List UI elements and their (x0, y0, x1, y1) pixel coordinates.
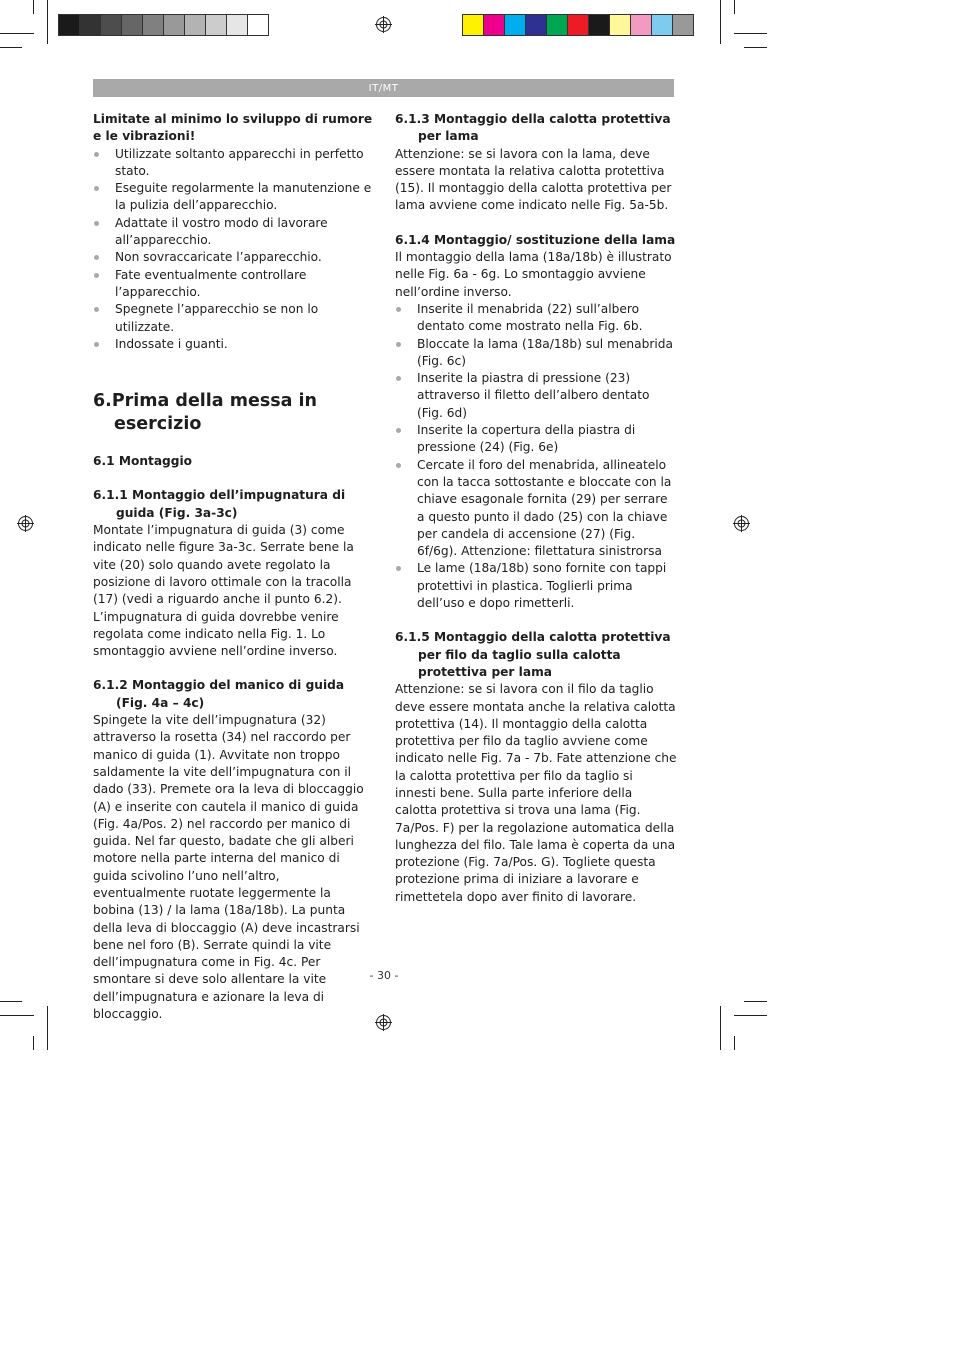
language-code: IT/MT (368, 82, 399, 94)
color-swatch (58, 14, 80, 36)
intro-heading-line-2: e le vibrazioni! (93, 129, 196, 144)
paragraph-6-1-2: Spingete la vite dell’impugnatura (32) attraverso la rosetta (34) nel raccordo per manico di guida (1). Avvitate non troppo saldamente la vite dell’impugnatura con il dado (33). Premete ora la leva di bloccaggio (A) e inserite con cautela il manico di guida (Fig. 4a/Pos. 2) nel raccordo per manico di guida. Nel far questo, badate che gli alberi motore nella parte interna del manico di guida scivolino l’uno nell’altro, eventualmente ruotate leggermente la bobina (13) / la lama (18a/18b). La punta della leva di bloccaggio (A) deve incastrarsi bene nel foro (B). Serrate quindi la vite dell’impugnatura come in Fig. 4c. Per smontare si deve solo allentare la vite dell’impugnatura e azionare la leva di bloccaggio. (93, 713, 364, 1022)
color-swatch-strip (462, 14, 693, 36)
list-item: Utilizzate soltanto apparecchi in perfetto stato. (93, 146, 375, 181)
section-title: 6.Prima della messa in esercizio (93, 391, 318, 435)
crop-mark (0, 1015, 34, 1016)
crop-mark (744, 47, 767, 48)
list-item: Cercate il foro del menabrida, allineatelo con la tacca sottostante e bloccate con la chiave esagonale fornita (29) per serrare a questo punto il dado (25) con la chiave per candela di accensione (27) (Fig. 6f/6g). Attenzione: filettatura sinistrorsa (395, 457, 677, 561)
list-item: Bloccate la lama (18a/18b) sul menabrida (Fig. 6c) (395, 336, 677, 371)
crop-mark (720, 1006, 721, 1050)
left-column (93, 111, 375, 1023)
blade-bullet-list (395, 301, 677, 612)
intro-heading (93, 111, 375, 146)
color-swatch (247, 14, 269, 36)
list-item: Non sovraccaricate l’apparecchio. (93, 249, 375, 266)
color-swatch (205, 14, 227, 36)
language-header-bar (93, 79, 674, 97)
heading-6-1-2: 6.1.2 Montaggio del manico di guida (Fig. 4a – 4c) (93, 678, 345, 710)
crop-mark (33, 1036, 34, 1050)
color-swatch (184, 14, 206, 36)
color-swatch (630, 14, 652, 36)
color-swatch (79, 14, 101, 36)
crop-mark (734, 1015, 767, 1016)
list-item: Inserite la piastra di pressione (23) attraverso il filetto dell’albero dentato (Fig. 6d) (395, 370, 677, 422)
color-swatch (651, 14, 673, 36)
color-swatch (588, 14, 610, 36)
gray-swatch-strip (58, 14, 268, 36)
color-swatch (546, 14, 568, 36)
intro-bullet-list (93, 146, 375, 354)
registration-mark-icon (733, 515, 750, 532)
paragraph-6-1-4: Il montaggio della lama (18a/18b) è illustrato nelle Fig. 6a - 6g. Lo smontaggio avviene nell’ordine inverso. (395, 250, 672, 299)
heading-6-1-5: 6.1.5 Montaggio della calotta protettiva per filo da taglio sulla calotta protettiva per lama (395, 630, 671, 679)
color-swatch (121, 14, 143, 36)
registration-mark-icon (17, 515, 34, 532)
crop-mark (33, 0, 34, 14)
crop-mark (47, 1006, 48, 1050)
heading-6-1-1: 6.1.1 Montaggio dell’impugnatura di guida (Fig. 3a-3c) (93, 488, 346, 520)
color-swatch (672, 14, 694, 36)
right-column (395, 111, 677, 906)
crop-mark (720, 0, 721, 44)
crop-mark (734, 1036, 735, 1050)
list-item: Inserite la copertura della piastra di pressione (24) (Fig. 6e) (395, 422, 677, 457)
registration-mark-icon (375, 16, 392, 33)
paragraph-6-1-3: Attenzione: se si lavora con la lama, deve essere montata la relativa calotta protettiva (15). Il montaggio della calotta protettiva per lama avviene come indicato nelle Fig. 5a-5b. (395, 146, 672, 213)
heading-6-1-4: 6.1.4 Montaggio/ sostituzione della lama (395, 232, 676, 247)
color-swatch (609, 14, 631, 36)
color-swatch (462, 14, 484, 36)
list-item: Adattate il vostro modo di lavorare all’apparecchio. (93, 215, 375, 250)
page-number: - 30 - (369, 969, 399, 982)
color-swatch (567, 14, 589, 36)
color-swatch (100, 14, 122, 36)
list-item: Fate eventualmente controllare l’apparecchio. (93, 267, 375, 302)
crop-mark (47, 0, 48, 44)
list-item: Le lame (18a/18b) sono fornite con tappi protettivi in plastica. Toglierli prima dell’uso e dopo rimetterli. (395, 560, 677, 612)
crop-mark (734, 33, 767, 34)
paragraph-6-1-5: Attenzione: se si lavora con il filo da taglio deve essere montata anche la relativa calotta protettiva (14). Il montaggio della calotta protettiva per filo da taglio avviene come indicato nelle Fig. 7a - 7b. Fate attenzione che la calotta protettiva per filo da taglio si innesti bene. Sulla parte inferiore della calotta protettiva si trova una lama (Fig. 7a/Pos. F) per la regolazione automatica della lunghezza del filo. Tale lama è coperta da una protezione (Fig. 7a/Pos. G). Togliete questa protezione prima di iniziare a lavorare e rimettetela dopo aver finito di lavorare. (395, 682, 677, 904)
crop-mark (0, 1001, 22, 1002)
heading-6-1-3: 6.1.3 Montaggio della calotta protettiva per lama (395, 112, 671, 144)
color-swatch (525, 14, 547, 36)
color-swatch (226, 14, 248, 36)
crop-mark (734, 0, 735, 14)
list-item: Inserite il menabrida (22) sull’albero dentato come mostrato nella Fig. 6b. (395, 301, 677, 336)
color-swatch (142, 14, 164, 36)
color-swatch (504, 14, 526, 36)
intro-heading-line-1: Limitate al minimo lo sviluppo di rumore (93, 112, 373, 126)
list-item: Indossate i guanti. (93, 336, 375, 353)
crop-mark (0, 47, 22, 48)
color-swatch (483, 14, 505, 36)
list-item: Eseguite regolarmente la manutenzione e la pulizia dell’apparecchio. (93, 180, 375, 215)
heading-6-1: 6.1 Montaggio (93, 454, 193, 469)
registration-mark-icon (375, 1014, 392, 1031)
crop-mark (0, 33, 34, 34)
color-swatch (163, 14, 185, 36)
paragraph-6-1-1: Montate l’impugnatura di guida (3) come indicato nelle figure 3a-3c. Serrate bene la vite (20) solo quando avete regolato la posizione di lavoro ottimale con la tracolla (17) (vedi a riguardo anche il punto 6.2). L’impugnatura di guida dovrebbe venire regolata come indicato nella Fig. 1. Lo smontaggio avviene nell’ordine inverso. (93, 523, 354, 659)
list-item: Spegnete l’apparecchio se non lo utilizzate. (93, 301, 375, 336)
crop-mark (744, 1001, 767, 1002)
